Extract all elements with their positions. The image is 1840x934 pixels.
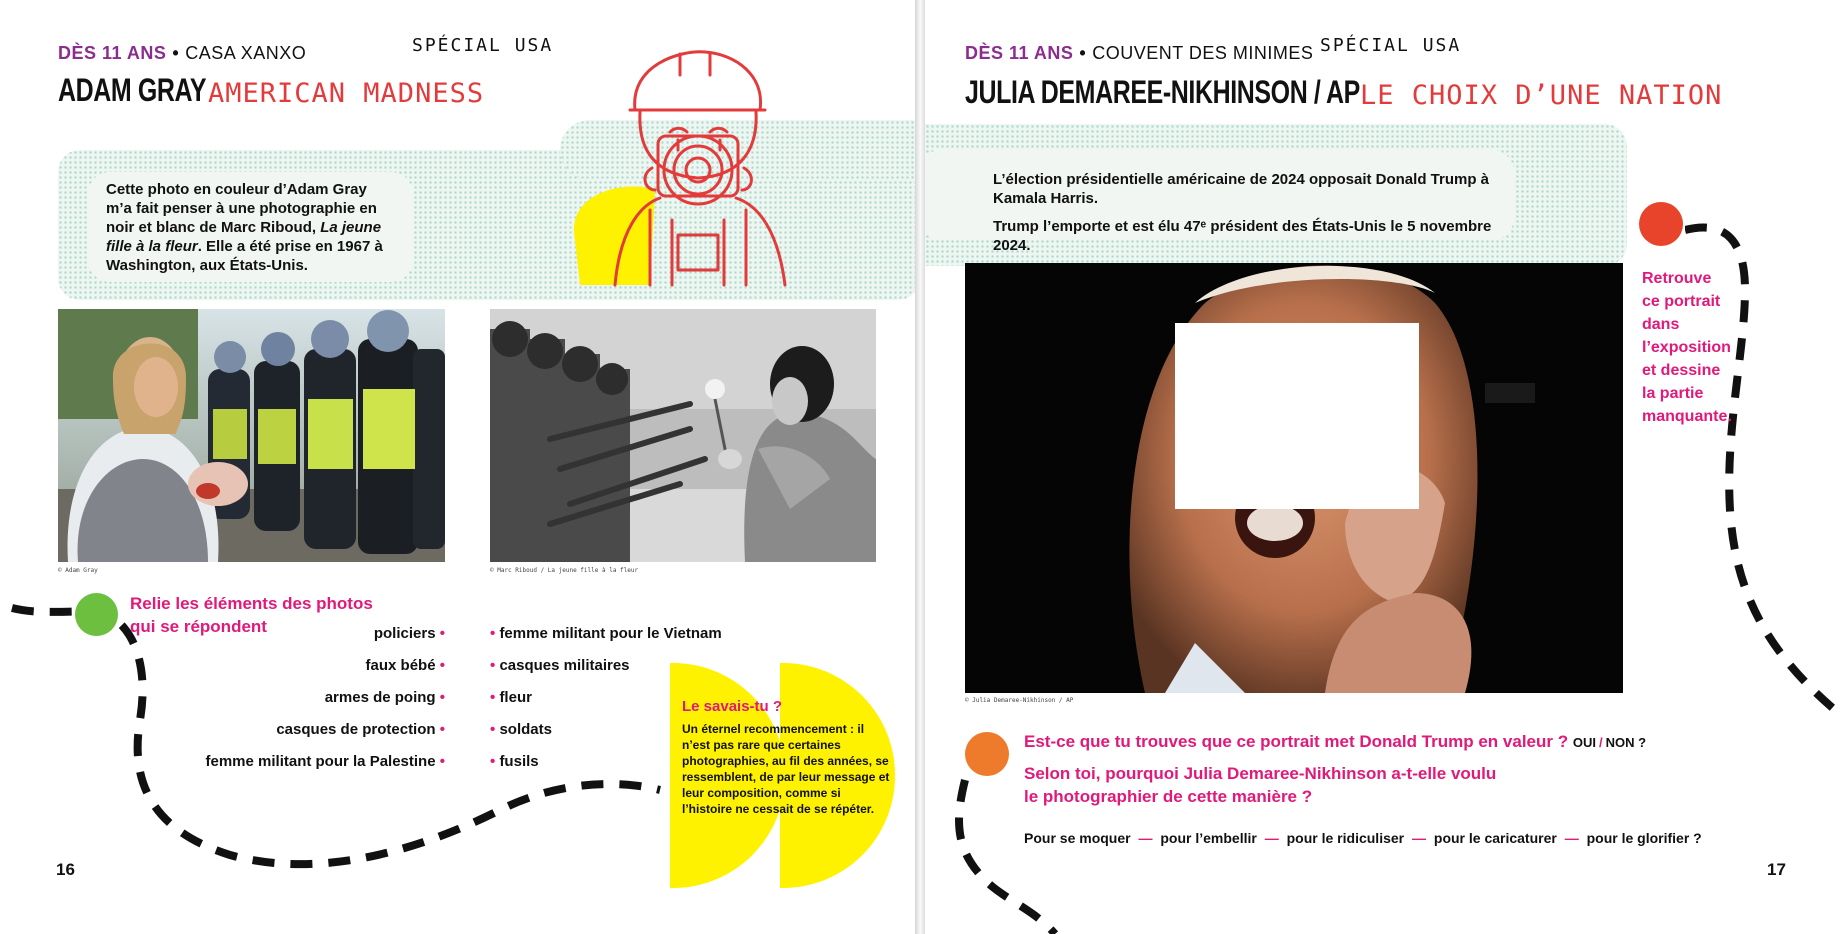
photo2-credit: © Marc Riboud / La jeune fille à la fleur [490,567,639,574]
intro-bubble [925,150,1514,254]
page-number: 16 [56,860,75,879]
match-right-item: • casques militaires [490,657,630,674]
age-label: DÈS 11 ANS [965,43,1074,63]
venue-label: COUVENT DES MINIMES [1092,43,1314,63]
special-label: SPÉCIAL USA [412,35,554,56]
match-left-item: policiers • [373,625,445,642]
page-subtitle: LE CHOIX D’UNE NATION [1360,80,1723,111]
choice: pour le ridiculiser [1286,830,1405,846]
exercise-heading-line1: Relie les éléments des photos [130,594,373,613]
side-note: Retrouve ce portrait dans l’exposition et dessine la partie manquante. [1642,270,1732,425]
question-1 [1024,730,1646,754]
kicker-separator: • [1079,43,1087,63]
portrait-credit: © Julia Demaree-Nikhinson / AP [965,697,1074,704]
right-page [925,0,1840,934]
gutter [915,0,925,934]
answer-options: OUI / NON ? [1572,735,1647,750]
fact-text: Un éternel recommencement : il n’est pas rare que certaines photographies, au fil des années, se ressemblent, de par leur message et leur composition, comme si l’histoire ne cessait de se répéter. [682,722,890,816]
match-left-column [150,625,445,785]
page-title: ADAM GRAY [58,72,207,108]
missing-part-box [1175,323,1419,509]
kicker-separator: • [172,43,180,63]
fact-title: Le savais-tu ? [682,698,783,715]
choice: pour l’embellir [1160,830,1257,846]
adam-gray-photo [58,309,445,562]
kicker [965,43,1313,64]
choice: Pour se moquer [1024,830,1131,846]
photo1-credit: © Adam Gray [58,567,98,574]
intro-text-end: . Elle a été prise en 1967 à Washington, aux États-Unis. [106,238,383,274]
intro-title: La jeune fille à la fleur [106,219,382,255]
page-subtitle: AMERICAN MADNESS [208,78,485,109]
kicker [58,43,306,64]
match-left-item: faux bébé • [365,657,445,674]
special-label: SPÉCIAL USA [1320,35,1462,56]
green-dot [75,593,118,636]
age-label: DÈS 11 ANS [58,43,167,63]
intro-text: Cette photo en couleur d’Adam Gray m’a fait penser à une photographie en noir et blanc de Marc Riboud, [106,181,377,236]
intro-bubble [88,172,413,282]
fact-box [682,698,894,817]
choice: pour le caricaturer [1433,830,1557,846]
answer-choices: Pour se moquer — pour l’embellir — pour le ridiculiser — pour le caricaturer — pour le glorifier ? [1024,830,1702,846]
trump-portrait-photo [965,263,1623,693]
match-right-item: • femme militant pour le Vietnam [490,625,722,642]
match-left-item: femme militant pour la Palestine • [205,753,445,770]
photographer-illustration-icon [560,40,830,300]
match-left-item: casques de protection • [276,721,445,738]
question-2: Selon toi, pourquoi Julia Demaree-Nikhinson a-t-elle voulu le photographier de cette manière ? [1024,764,1497,806]
intro-line1: L’élection présidentielle américaine de 2024 opposait Donald Trump à Kamala Harris. [993,171,1489,207]
exercise-heading-line2: qui se répondent [130,617,267,636]
venue-label: CASA XANXO [185,43,307,63]
match-left-item: armes de poing • [324,689,445,706]
match-right-item: • fusils [490,753,539,770]
match-right-item: • fleur [490,689,532,706]
marc-riboud-photo [490,309,876,562]
match-right-item: • soldats [490,721,552,738]
page-number: 17 [1767,860,1786,879]
page-title: JULIA DEMAREE-NIKHINSON / AP [965,74,1360,110]
left-page [0,0,915,934]
intro-line2: Trump l’emporte et est élu 47ᵉ président des États-Unis le 5 novembre 2024. [993,218,1492,254]
red-dot [1639,202,1683,246]
choice: pour le glorifier ? [1586,830,1702,846]
question-1-text: Est-ce que tu trouves que ce portrait met Donald Trump en valeur ? [1024,732,1569,751]
